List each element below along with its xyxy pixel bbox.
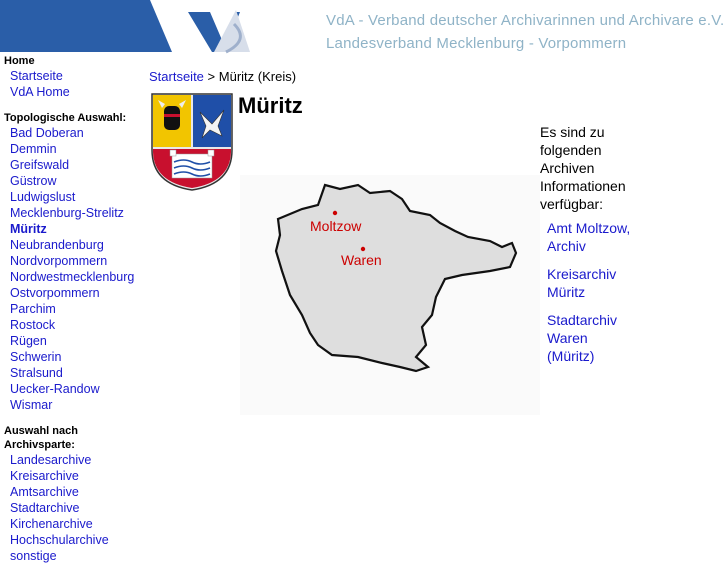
nav-link-ruegen[interactable]: Rügen [10, 334, 47, 348]
nav-link-mecklenburg-strelitz[interactable]: Mecklenburg-Strelitz [10, 206, 124, 220]
nav-link-parchim[interactable]: Parchim [10, 302, 56, 316]
nav-link-amtsarchive[interactable]: Amtsarchive [10, 485, 79, 499]
nav-heading-home: Home [4, 55, 35, 67]
nav-link-startseite[interactable]: Startseite [10, 69, 63, 83]
nav-heading-topo: Topologische Auswahl: [4, 112, 127, 124]
sidebar-nav [4, 54, 144, 564]
page-title: Müritz [238, 93, 303, 118]
nav-link-vda-home[interactable]: VdA Home [10, 85, 70, 99]
nav-link-neubrandenburg[interactable]: Neubrandenburg [10, 238, 104, 252]
breadcrumb-separator: > [207, 69, 216, 84]
map-label-moltzow: Moltzow [310, 218, 362, 234]
nav-link-landesarchive[interactable]: Landesarchive [10, 453, 92, 467]
map-label-waren: Waren [341, 252, 382, 268]
nav-link-bad-doberan[interactable]: Bad Doberan [10, 126, 84, 140]
archive-list [547, 219, 637, 365]
nav-link-ludwigslust[interactable]: Ludwigslust [10, 190, 76, 204]
nav-link-rostock[interactable]: Rostock [10, 318, 56, 332]
nav-heading-sparte-1: Auswahl nach [4, 425, 78, 437]
nav-link-nordvorpommern[interactable]: Nordvorpommern [10, 254, 108, 268]
nav-link-nordwestmecklenburg[interactable]: Nordwestmecklenburg [10, 270, 135, 284]
nav-sparte-links [10, 452, 144, 564]
header-title-line2: Landesverband Mecklenburg - Vorpommern [326, 35, 627, 52]
bull-head-icon [164, 106, 180, 130]
breadcrumb-current: Müritz (Kreis) [218, 69, 297, 84]
breadcrumb [149, 69, 296, 84]
logo-blue-band [0, 0, 172, 52]
breadcrumb-home-link[interactable]: Startseite [149, 69, 204, 84]
archive-link-stadtarchiv-waren[interactable]: Stadtarchiv Waren (Müritz) [547, 312, 618, 364]
nav-link-kreisarchive[interactable]: Kreisarchive [10, 469, 79, 483]
logo-a-mark [214, 10, 250, 52]
archives-info-text: Es sind zu folgenden Archiven Informationen verfügbar: [540, 124, 626, 212]
nav-link-sonstige[interactable]: sonstige [10, 549, 57, 563]
nav-home-links [10, 68, 144, 100]
vda-logo[interactable] [0, 0, 260, 52]
coat-of-arms-image [150, 92, 234, 192]
nav-link-greifswald[interactable]: Greifswald [10, 158, 70, 172]
nav-link-demmin[interactable]: Demmin [10, 142, 57, 156]
district-map[interactable] [240, 175, 540, 415]
archive-link-kreisarchiv[interactable]: Kreisarchiv Müritz [547, 266, 617, 300]
nav-link-mueritz[interactable]: Müritz [10, 222, 47, 236]
nav-link-hochschularchive[interactable]: Hochschularchive [10, 533, 109, 547]
nav-link-stralsund[interactable]: Stralsund [10, 366, 63, 380]
town-marker-waren [361, 247, 365, 251]
nav-link-ostvorpommern[interactable]: Ostvorpommern [10, 286, 100, 300]
nav-link-kirchenarchive[interactable]: Kirchenarchive [10, 517, 93, 531]
nav-link-wismar[interactable]: Wismar [10, 398, 53, 412]
archive-link-amt-moltzow[interactable]: Amt Moltzow, Archiv [547, 220, 631, 254]
nav-link-stadtarchive[interactable]: Stadtarchive [10, 501, 80, 515]
nav-link-guestrow[interactable]: Güstrow [10, 174, 57, 188]
header-title-line1: VdA - Verband deutscher Archivarinnen und Archivare e.V. [326, 12, 724, 29]
nav-link-uecker-randow[interactable]: Uecker-Randow [10, 382, 100, 396]
nav-topo-links [10, 125, 144, 413]
town-marker-moltzow [333, 211, 337, 215]
nav-heading-sparte-2: Archivsparte: [4, 439, 75, 451]
nav-link-schwerin[interactable]: Schwerin [10, 350, 62, 364]
